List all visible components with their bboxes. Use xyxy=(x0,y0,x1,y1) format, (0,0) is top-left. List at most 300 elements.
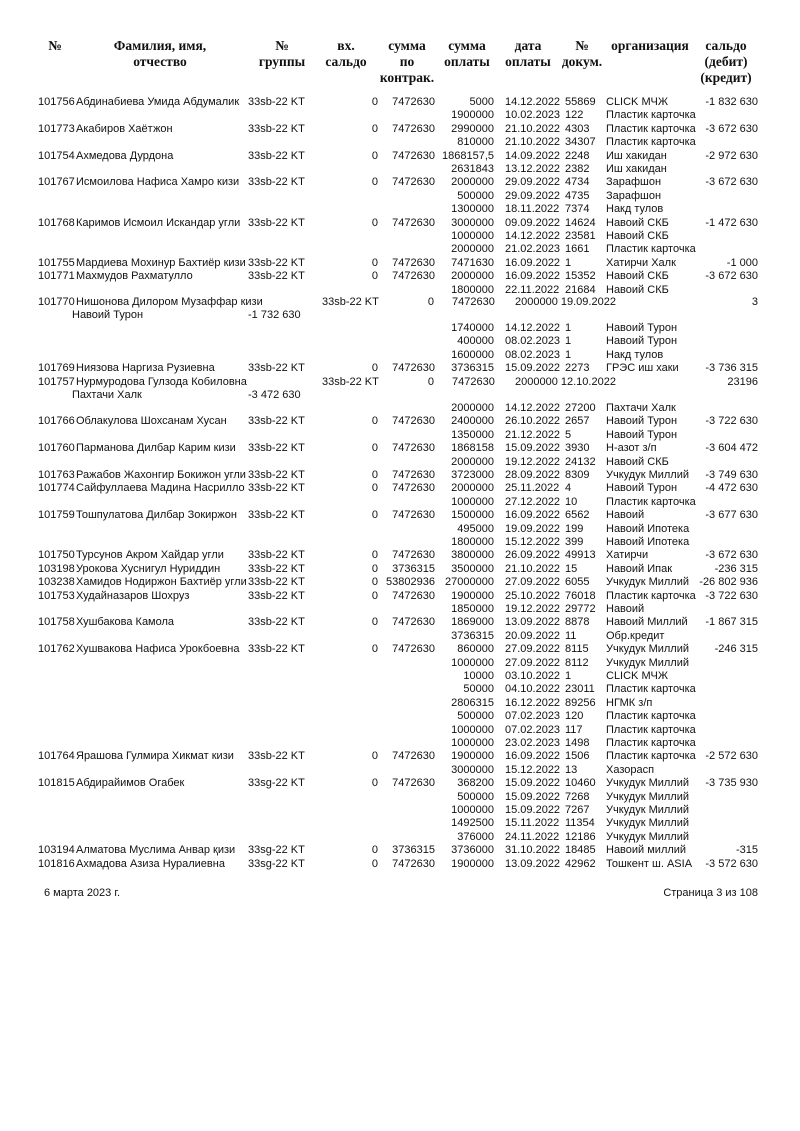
row-opening: 0 xyxy=(371,122,378,135)
payment-sum: 2631843 xyxy=(451,163,494,175)
payment-doc: 7267 xyxy=(565,804,590,816)
row-balance: -2 572 630 xyxy=(705,750,758,763)
row-balance: -3 604 472 xyxy=(705,442,758,455)
row-name: Худайназаров Шохруз xyxy=(76,589,190,602)
payment-date: 21.10.2022 xyxy=(505,562,561,575)
payment-date: 28.09.2022 xyxy=(505,469,561,481)
row-opening: 0 xyxy=(371,576,378,589)
payment-sum: 3723000 xyxy=(451,469,494,481)
payment-doc: 122 xyxy=(565,109,584,122)
payment-date: 15.09.2022 xyxy=(505,442,561,455)
payment-date: 15.09.2022 xyxy=(505,804,561,816)
header-doc-num: № докум. xyxy=(561,38,603,69)
payment-doc: 4 xyxy=(565,482,572,495)
row-name: Облакулова Шохсанам Хусан xyxy=(76,415,227,428)
row-name: Ахмедова Дурдона xyxy=(76,149,174,162)
payment-date: 04.10.2022 xyxy=(505,683,561,696)
payment-sum: 2806315 xyxy=(451,696,494,709)
row-balance: -3 736 315 xyxy=(705,362,758,375)
row-contract: 7472630 xyxy=(392,216,435,229)
payment-org: НГМК з/п xyxy=(606,696,653,709)
row-balance: -3 677 630 xyxy=(705,509,758,522)
row-balance: -246 315 xyxy=(714,643,758,656)
payment-org: Навоий xyxy=(606,509,645,522)
row-id: 101770 xyxy=(38,296,75,308)
payment-date: 20.09.2022 xyxy=(505,629,561,642)
row-contract: 7472630 xyxy=(392,549,435,562)
payment-doc: 23581 xyxy=(565,230,596,242)
payment-sum: 1500000 xyxy=(451,509,494,522)
row-id: 103238 xyxy=(38,576,75,589)
payment-date: 25.10.2022 xyxy=(505,589,561,602)
row-contract: 7472630 xyxy=(392,469,435,481)
payment-org: Хатирчи xyxy=(606,549,649,562)
row-group: 33sb-22 KT xyxy=(248,643,305,656)
row-contract: 7472630 xyxy=(452,296,495,308)
row-balance: -3 572 630 xyxy=(705,857,758,870)
payment-doc: 7268 xyxy=(565,790,590,803)
payment-org: Навоий Турон xyxy=(606,322,678,334)
row-name: Алматова Муслима Анвар қизи xyxy=(76,844,236,857)
payment-org: Пластик карточка xyxy=(606,109,696,122)
row-group: 33sb-22 KT xyxy=(248,562,305,575)
row-name: Урокова Хуснигул Нуриддин xyxy=(76,562,221,575)
row-group: 33sb-22 KT xyxy=(248,589,305,602)
row-org-wrapped: Навоий Турон xyxy=(72,309,144,321)
row-balance: -1 832 630 xyxy=(705,96,758,108)
payment-org: CLICK МЧЖ xyxy=(606,670,668,682)
payment-org: Пластик карточка xyxy=(606,723,696,736)
row-opening: 0 xyxy=(427,376,434,388)
payment-doc: 3930 xyxy=(565,442,590,455)
payment-date: 16.09.2022 xyxy=(505,509,561,522)
row-id: 103194 xyxy=(38,844,75,857)
row-id: 101757 xyxy=(38,376,75,388)
payment-doc: 6562 xyxy=(565,509,590,522)
payment-doc: 12186 xyxy=(565,830,596,843)
payment-sum: 860000 xyxy=(457,643,494,656)
header-group: № группы xyxy=(258,38,306,69)
payment-doc: 7374 xyxy=(565,203,590,216)
row-contract: 3736315 xyxy=(392,844,435,857)
payment-date: 09.09.2022 xyxy=(505,216,561,229)
row-name: Исмоилова Нафиса Хамро кизи xyxy=(76,176,240,189)
payment-sum: 500000 xyxy=(457,790,494,803)
payment-doc: 8115 xyxy=(565,643,589,656)
payment-date: 26.09.2022 xyxy=(505,549,561,562)
header-opening: вх. сальдо xyxy=(325,38,367,69)
payment-doc: 42962 xyxy=(565,857,596,870)
payment-date: 18.11.2022 xyxy=(505,203,560,216)
payment-org: Иш хакидан xyxy=(606,163,667,175)
row-balance: -3 722 630 xyxy=(705,589,758,602)
payment-sum: 1740000 xyxy=(451,322,494,334)
row-id: 101815 xyxy=(38,777,75,790)
row-contract: 7472630 xyxy=(392,362,435,375)
payment-sum: 1350000 xyxy=(451,428,494,441)
row-contract: 7472630 xyxy=(392,96,435,108)
payment-date: 14.09.2022 xyxy=(505,149,561,162)
payment-sum: 2000000 xyxy=(451,455,494,468)
row-id: 101754 xyxy=(38,149,75,162)
payment-date: 14.12.2022 xyxy=(505,322,561,334)
row-opening: 0 xyxy=(371,844,378,857)
payment-doc: 4734 xyxy=(565,176,590,189)
payment-sum: 2000000 xyxy=(451,176,494,189)
payment-date: 19.09.2022 xyxy=(505,522,561,535)
payment-org: Учкудук Миллий xyxy=(606,804,690,816)
row-balance: -2 972 630 xyxy=(705,149,758,162)
row-contract: 7472630 xyxy=(392,589,435,602)
payment-doc: 15 xyxy=(565,562,578,575)
payment-date: 13.09.2022 xyxy=(505,857,561,870)
payment-doc: 399 xyxy=(565,536,584,548)
payment-date: 27.09.2022 xyxy=(505,656,561,669)
payment-org: Пластик карточка xyxy=(606,122,696,135)
row-group: 33sb-22 KT xyxy=(248,270,305,283)
payment-doc: 1 xyxy=(565,348,572,361)
payment-doc: 2382 xyxy=(565,163,590,175)
row-name: Хушвакова Нафиса Урокбоевна xyxy=(76,643,240,656)
row-balance: -26 802 936 xyxy=(699,576,758,589)
row-opening: 0 xyxy=(371,362,378,375)
row-name: Парманова Дилбар Карим кизи xyxy=(76,442,236,455)
payment-sum: 1868158 xyxy=(451,442,494,455)
payment-doc: 2248 xyxy=(565,149,590,162)
row-balance: -236 315 xyxy=(714,562,758,575)
row-balance: 23196 xyxy=(727,376,758,388)
payment-org: Учкудук Миллий xyxy=(606,643,690,656)
row-balance: -3 672 630 xyxy=(705,549,758,562)
row-name: Хамидов Нодиржон Бахтиёр угли xyxy=(76,576,247,589)
row-name: Турсунов Акром Хайдар угли xyxy=(76,549,224,562)
row-group: 33sb-22 KT xyxy=(248,149,305,162)
row-name: Тошпулатова Дилбар Зокиржон xyxy=(76,509,237,522)
row-name: Хушбакова Камола xyxy=(76,616,175,629)
payment-doc: 89256 xyxy=(565,696,596,709)
payment-org: Н-азот з/п xyxy=(606,442,657,455)
payment-org: Пластик карточка xyxy=(606,243,696,256)
payment-date: 26.10.2022 xyxy=(505,415,561,428)
row-name: Нурмуродова Гулзода Кобиловна xyxy=(76,376,247,388)
row-contract: 7472630 xyxy=(392,777,435,790)
payment-org: Пахтачи Халк xyxy=(606,402,676,414)
payment-org: ГРЭС иш хаки xyxy=(606,362,679,375)
payment-doc: 8309 xyxy=(565,469,590,481)
row-contract: 7472630 xyxy=(392,122,435,135)
row-name: Ниязова Наргиза Рузиевна xyxy=(76,362,215,375)
row-id: 101766 xyxy=(38,415,75,428)
row-opening: 0 xyxy=(371,616,378,629)
row-opening: 0 xyxy=(371,509,378,522)
payment-date: 21.12.2022 xyxy=(505,428,561,441)
payment-doc: 29772 xyxy=(565,603,596,615)
row-name: Сайфуллаева Мадина Насрилло xyxy=(76,482,245,495)
payment-sum: 2000000 xyxy=(451,243,494,256)
payment-org: Зарафшон xyxy=(606,189,662,202)
row-contract: 7472630 xyxy=(392,643,435,656)
payment-date: 25.11.2022 xyxy=(505,482,560,495)
payment-date: 14.12.2022 xyxy=(505,230,561,242)
payment-org: Навоий СКБ xyxy=(606,283,669,296)
row-group: 33sb-22 KT xyxy=(248,216,305,229)
payment-doc: 1498 xyxy=(565,737,590,749)
payment-doc: 1 xyxy=(565,335,572,348)
payment-org: Навоий СКБ xyxy=(606,455,669,468)
payment-sum: 5000 xyxy=(469,96,494,108)
row-id: 101767 xyxy=(38,176,75,189)
row-contract: 7472630 xyxy=(392,857,435,870)
payment-date: 16.09.2022 xyxy=(505,270,561,283)
payment-org: Навоий миллий xyxy=(606,844,687,857)
payment-sum: 1900000 xyxy=(451,750,494,763)
row-group: 33sg-22 KT xyxy=(248,777,305,790)
payment-date: 27.09.2022 xyxy=(505,643,561,656)
payment-date: 16.09.2022 xyxy=(505,750,561,763)
payment-doc: 14624 xyxy=(565,216,596,229)
payment-date: 14.12.2022 xyxy=(505,402,561,414)
row-id: 101768 xyxy=(38,216,75,229)
row-id: 101773 xyxy=(38,122,75,135)
payment-doc: 5 xyxy=(565,428,572,441)
payment-sum: 3736315 xyxy=(451,362,494,375)
row-id: 101756 xyxy=(38,96,75,108)
row-group: 33sb-22 KT xyxy=(248,362,305,375)
payment-doc: 55869 xyxy=(565,96,596,108)
payment-sum: 50000 xyxy=(463,683,494,696)
row-opening: 0 xyxy=(371,777,378,790)
row-group: 33sb-22 KT xyxy=(248,96,305,108)
payment-doc: 10 xyxy=(565,495,578,508)
row-id: 101816 xyxy=(38,857,75,870)
row-opening: 0 xyxy=(371,216,378,229)
row-opening: 0 xyxy=(371,96,378,108)
row-balance: -3 749 630 xyxy=(705,469,758,481)
row-opening: 0 xyxy=(371,857,378,870)
payment-date: 23.02.2023 xyxy=(505,737,561,749)
payment-doc: 15352 xyxy=(565,270,596,283)
row-contract: 53802936 xyxy=(386,576,435,589)
payment-sum: 368200 xyxy=(457,777,494,790)
row-group: 33sb-22 KT xyxy=(248,482,305,495)
row-name: Акабиров Хаётжон xyxy=(76,122,173,135)
row-group: 33sb-22 KT xyxy=(248,256,305,269)
row-group: 33sb-22 KT xyxy=(248,469,305,481)
row-opening: 0 xyxy=(371,562,378,575)
row-id: 101764 xyxy=(38,750,75,763)
payment-org: Учкудук Миллий xyxy=(606,790,690,803)
payment-date: 24.11.2022 xyxy=(505,830,560,843)
payment-date: 15.12.2022 xyxy=(505,763,561,776)
payment-sum: 2990000 xyxy=(451,122,494,135)
payment-date: 03.10.2022 xyxy=(505,670,561,682)
row-group: 33sb-22 KT xyxy=(322,296,379,308)
payment-doc: 11 xyxy=(565,629,577,642)
payment-org: Пластик карточка xyxy=(606,710,696,723)
payment-org: Навоий xyxy=(606,603,645,615)
payment-date: 13.12.2022 xyxy=(505,163,561,175)
payment-org: Пластик карточка xyxy=(606,136,696,149)
row-opening: 0 xyxy=(371,256,378,269)
payment-org: Накд тулов xyxy=(606,203,664,216)
row-opening: 0 xyxy=(371,643,378,656)
payment-doc: 8878 xyxy=(565,616,590,629)
payment-date: 27.09.2022 xyxy=(505,576,561,589)
payment-org: Хатирчи Халк xyxy=(606,256,676,269)
payment-org: Навоий Турон xyxy=(606,415,678,428)
payment-doc: 21684 xyxy=(565,283,596,296)
payment-org: Пластик карточка xyxy=(606,737,696,749)
payment-doc: 2273 xyxy=(565,362,590,375)
row-name: Ахмадова Азиза Нуралиевна xyxy=(76,857,225,870)
payment-date: 15.09.2022 xyxy=(505,362,561,375)
row-balance: -3 672 630 xyxy=(705,122,758,135)
payment-doc: 120 xyxy=(565,710,584,723)
row-opening: 0 xyxy=(371,549,378,562)
payment-date: 21.10.2022 xyxy=(505,136,561,149)
payment-doc: 2657 xyxy=(565,415,590,428)
payment-sum: 7471630 xyxy=(451,256,494,269)
row-balance-wrapped: -3 472 630 xyxy=(248,389,301,401)
row-contract: 7472630 xyxy=(452,376,495,388)
payment-date: 08.02.2023 xyxy=(505,348,561,361)
payment-doc: 23011 xyxy=(565,683,595,696)
payment-sum: 495000 xyxy=(457,522,494,535)
row-balance: -4 472 630 xyxy=(705,482,758,495)
row-opening: 0 xyxy=(371,270,378,283)
payment-date: 16.12.2022 xyxy=(505,696,561,709)
header-num: № xyxy=(48,38,62,53)
row-contract: 7472630 xyxy=(392,442,435,455)
row-id: 101758 xyxy=(38,616,75,629)
row-opening: 0 xyxy=(371,482,378,495)
payment-doc: 8112 xyxy=(565,656,589,669)
row-org-wrapped: Пахтачи Халк xyxy=(72,389,142,401)
payment-doc: 34307 xyxy=(565,136,596,149)
payment-doc: 49913 xyxy=(565,549,596,562)
payment-date: 10.02.2023 xyxy=(505,109,561,122)
row-opening: 0 xyxy=(371,750,378,763)
payment-doc: 27200 xyxy=(565,402,596,414)
payment-org: Навоий СКБ xyxy=(606,230,669,242)
payment-date: 27.12.2022 xyxy=(505,495,561,508)
payment-date: 19.12.2022 xyxy=(505,603,561,615)
row-balance: -1 472 630 xyxy=(705,216,758,229)
row-opening: 0 xyxy=(427,296,434,308)
row-name: Нишонова Дилором Музаффар кизи xyxy=(76,296,263,308)
payment-org: Учкудук Миллий xyxy=(606,817,690,830)
payment-sum: 3736315 xyxy=(451,629,494,642)
row-name: Ярашова Гулмира Хикмат кизи xyxy=(76,750,234,763)
payment-sum: 2000000 xyxy=(451,402,494,414)
payment-sum: 1868157,5 xyxy=(442,149,494,162)
payment-org: Навоий СКБ xyxy=(606,270,669,283)
payment-sum: 1492500 xyxy=(451,817,494,830)
payment-org: Зарафшон xyxy=(606,176,662,189)
row-opening: 0 xyxy=(371,469,378,481)
payment-sum: 3000000 xyxy=(451,763,494,776)
payment-org: Навоий Турон xyxy=(606,428,678,441)
payment-org: Навоий Турон xyxy=(606,335,678,348)
payment-date: 15.12.2022 xyxy=(505,536,561,548)
row-balance: -315 xyxy=(735,844,758,857)
payment-doc: 1661 xyxy=(565,243,590,256)
row-group: 33sb-22 KT xyxy=(322,376,379,388)
row-contract: 7472630 xyxy=(392,750,435,763)
payment-sum: 1900000 xyxy=(451,589,494,602)
payment-org: Учкудук Миллий xyxy=(606,656,690,669)
payment-date: 15.09.2022 xyxy=(505,790,561,803)
payment-sum: 3500000 xyxy=(451,562,494,575)
row-contract: 3736315 xyxy=(392,562,435,575)
payment-sum: 1800000 xyxy=(451,283,494,296)
payment-doc: 76018 xyxy=(565,589,596,602)
payment-doc: 1506 xyxy=(565,750,590,763)
row-id: 101760 xyxy=(38,442,75,455)
header-payment-date: дата оплаты xyxy=(505,38,551,69)
payment-date: 07.02.2023 xyxy=(505,723,561,736)
payment-date: 29.09.2022 xyxy=(505,189,561,202)
row-id: 101755 xyxy=(38,256,75,269)
row-group: 33sg-22 KT xyxy=(248,857,305,870)
payment-sum: 1600000 xyxy=(451,348,494,361)
row-name: Махмудов Рахматулло xyxy=(76,270,193,283)
payment-org: Навоий Ипак xyxy=(606,562,673,575)
payment-sum: 1000000 xyxy=(451,804,494,816)
payment-sum: 1000000 xyxy=(451,230,494,242)
payment-sum: 1000000 xyxy=(451,495,494,508)
payment-org: Пластик карточка xyxy=(606,750,696,763)
payment-doc: 13 xyxy=(565,763,578,776)
payment-doc: 24132 xyxy=(565,455,596,468)
payment-sum: 500000 xyxy=(457,710,494,723)
row-id: 101750 xyxy=(38,549,75,562)
payment-org: CLICK МЧЖ xyxy=(606,96,668,108)
payment-doc: 1 xyxy=(565,670,572,682)
row-contract: 7472630 xyxy=(392,482,435,495)
payment-date: 21.02.2023 xyxy=(505,243,561,256)
payment-org: Пластик карточка xyxy=(606,495,696,508)
payment-org: Учкудук Миллий xyxy=(606,777,690,790)
payment-doc: 4735 xyxy=(565,189,590,202)
payment-sum: 3000000 xyxy=(451,216,494,229)
payment-date: 31.10.2022 xyxy=(505,844,561,857)
row-id: 101763 xyxy=(38,469,75,481)
header-org: организация xyxy=(611,38,689,53)
payment-sum: 376000 xyxy=(457,830,494,843)
row-contract: 7472630 xyxy=(392,415,435,428)
payment-date: 15.11.2022 xyxy=(505,817,560,830)
header-name: Фамилия, имя, отчество xyxy=(113,38,207,69)
payment-doc: 1 xyxy=(565,322,572,334)
payment-sum: 1000000 xyxy=(451,737,494,749)
row-id: 101769 xyxy=(38,362,75,375)
payment-sum: 1900000 xyxy=(451,109,494,122)
row-contract: 7472630 xyxy=(392,149,435,162)
row-contract: 7472630 xyxy=(392,176,435,189)
row-group: 33sb-22 KT xyxy=(248,576,305,589)
row-balance: -1 000 xyxy=(726,256,758,269)
payment-org: Учкудук Миллий xyxy=(606,830,690,843)
row-balance: -1 867 315 xyxy=(705,616,758,629)
row-group: 33sb-22 KT xyxy=(248,176,305,189)
row-group: 33sb-22 KT xyxy=(248,415,305,428)
row-opening: 0 xyxy=(371,415,378,428)
row-opening: 0 xyxy=(371,176,378,189)
payment-org: Тошкент ш. ASIA xyxy=(606,857,693,870)
row-group: 33sg-22 KT xyxy=(248,844,305,857)
payment-org: Пластик карточка xyxy=(606,589,696,602)
